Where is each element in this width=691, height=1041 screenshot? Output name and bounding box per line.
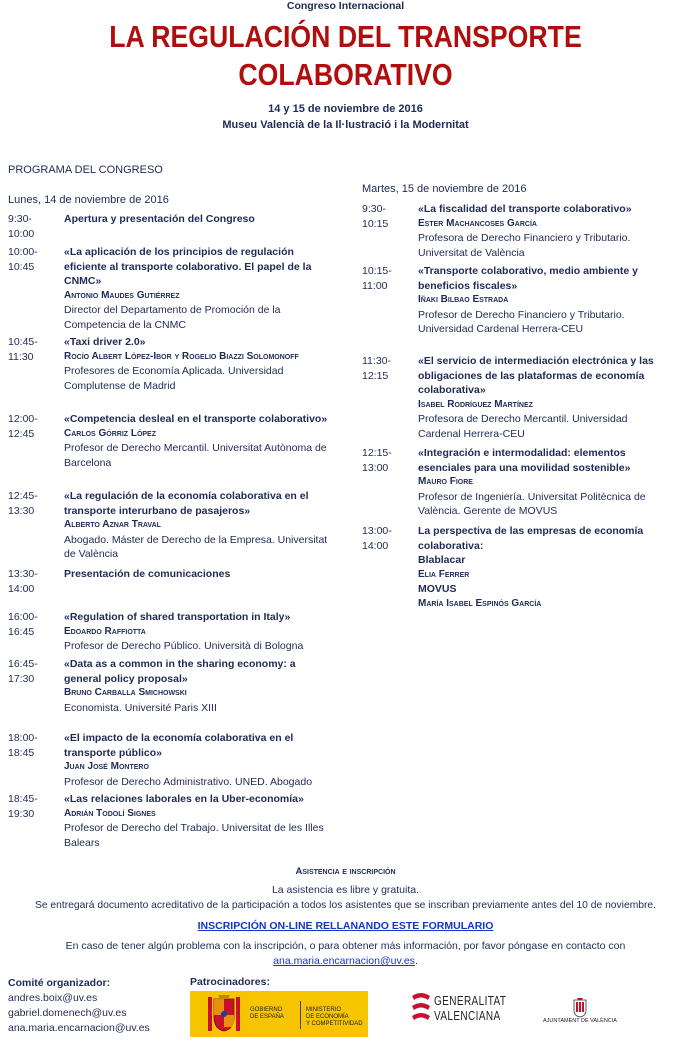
item-speaker: Alberto Aznar Traval — [64, 519, 161, 530]
generalitat-valenciana-logo — [410, 990, 510, 1028]
item-speaker: Antonio Maudes Gutiérrez — [64, 289, 180, 301]
congress-dates: 14 y 15 de noviembre de 2016 — [268, 103, 423, 115]
generalitat-mark-icon — [410, 990, 432, 1026]
title-line-1: LA REGULACIÓN DEL TRANSPORTE — [109, 19, 582, 54]
registration-link-wrap — [0, 920, 691, 932]
item-speaker: María Isabel Espinós García — [418, 597, 542, 609]
committee-email[interactable]: ana.maria.encarnacion@uv.es — [8, 1022, 150, 1034]
tuesday-title: Martes, 15 de noviembre de 2016 — [362, 183, 527, 195]
item-title: «Data as a common in the sharing economy: a general policy proposal» — [64, 658, 296, 685]
congress-venue: Museu Valencià de la Il·lustració i la Modernitat — [222, 119, 469, 131]
title-line-2: COLABORATIVO — [238, 57, 453, 92]
contact-email-wrap: ana.maria.encarnacion@uv.es. — [273, 955, 418, 967]
congress-title — [48, 18, 642, 94]
item-time: 11:30- 12:15 — [362, 355, 391, 382]
spain-shield-icon — [208, 995, 240, 1033]
item-title: «El servicio de intermediación electrónica y las obligaciones de las plataformas de economía colaborativa» — [418, 355, 654, 396]
registration-contact: En caso de tener algún problema con la inscripción, o para obtener más información, por favor póngase en contacto con — [65, 940, 626, 952]
item-time: 13:00- 14:00 — [362, 525, 392, 552]
company-name: Blablacar — [418, 554, 466, 566]
item-title: «Competencia desleal en el transporte colaborativo» — [64, 413, 328, 425]
item-speaker: Juan José Montero — [64, 761, 149, 772]
item-time: 18:45- 19:30 — [8, 793, 38, 820]
registration-free: La asistencia es libre y gratuita. — [271, 884, 420, 896]
item-speaker: Rocío Albert López-Ibor y Rogelio Biazzi Solomonoff — [64, 350, 299, 362]
item-title: «Integración e intermodalidad: elementos esenciales para una movilidad sostenible» — [418, 447, 631, 474]
item-time: 10:15- 11:00 — [362, 265, 392, 292]
item-title: La perspectiva de las empresas de economía colaborativa: — [418, 525, 644, 552]
item-time: 12:15- 13:00 — [362, 447, 392, 474]
item-time: 9:30- 10:00 — [8, 213, 35, 240]
program-title: PROGRAMA DEL CONGRESO — [8, 164, 163, 176]
monday-title: Lunes, 14 de noviembre de 2016 — [8, 194, 169, 206]
item-title: «La aplicación de los principios de regulación eficiente al transporte colaborativo. El papel de la CNMC» — [64, 246, 312, 287]
item-time: 9:30- 10:15 — [362, 203, 389, 230]
committee-email[interactable]: gabriel.domenech@uv.es — [8, 1007, 127, 1019]
item-speaker: Isabel Rodríguez Martínez — [418, 398, 533, 410]
item-description: Abogado. Máster de Derecho de la Empresa. Universitat de València — [64, 533, 328, 560]
sponsors-label: Patrocinadores: — [190, 976, 270, 988]
item-speaker: Mauro Fiore — [418, 476, 473, 487]
item-title: «Transporte colaborativo, medio ambiente y beneficios fiscales» — [418, 265, 638, 292]
item-description: Profesora de Derecho Mercantil. Universidad Cardenal Herrera-CEU — [418, 413, 628, 440]
item-description: Profesor de Derecho Financiero y Tributario. Universidad Cardenal Herrera-CEU — [418, 308, 625, 335]
item-description: Profesor de Derecho Público. Università di Bologna — [64, 640, 304, 652]
item-description: Profesores de Economía Aplicada. Universidad Complutense de Madrid — [64, 365, 284, 392]
ministerio-text: MINISTERIO DE ECONOMÍA Y COMPETITIVIDAD — [306, 1007, 363, 1027]
item-title: «La regulación de la economía colaborativa en el transporte interurbano de pasajeros» — [64, 490, 309, 517]
valencia-crest-icon — [571, 998, 589, 1018]
item-description: Profesor de Derecho Administrativo. UNED. Abogado — [64, 775, 313, 788]
gobierno-text: GOBIERNO DE ESPAÑA — [250, 1007, 284, 1020]
item-speaker: Elia Ferrer — [418, 568, 470, 580]
item-title: «Taxi driver 2.0» — [64, 336, 146, 348]
registration-heading: Asistencia e inscripción — [295, 866, 396, 877]
item-description: Profesor de Derecho del Trabajo. Universitat de les Illes Balears — [64, 822, 324, 849]
committee-label: Comité organizador: — [8, 977, 111, 989]
item-description: Profesor de Derecho Mercantil. Universitat Autònoma de Barcelona — [64, 442, 327, 469]
contact-email-link[interactable]: ana.maria.encarnacion@uv.es — [273, 955, 415, 967]
item-time: 16:45- 17:30 — [8, 658, 38, 685]
item-time: 13:30- 14:00 — [8, 568, 38, 595]
item-title: «La fiscalidad del transporte colaborativo» — [418, 203, 632, 215]
item-title: «El impacto de la economía colaborativa en el transporte público» — [64, 732, 294, 759]
ajuntament-valencia-logo — [540, 998, 620, 1030]
item-description: Economista. Université Paris XIII — [64, 701, 217, 714]
item-speaker: Iñaki Bilbao Estrada — [418, 294, 509, 305]
item-speaker: Adrián Todolí Signes — [64, 807, 156, 819]
ajuntament-text: AJUNTAMENT DE VALÈNCIA — [543, 1018, 617, 1024]
item-time: 12:00- 12:45 — [8, 413, 38, 440]
item-time: 10:45- 11:30 — [8, 336, 38, 363]
gva-line-1: GENERALITAT — [434, 994, 507, 1008]
item-description: Director del Departamento de Promoción de la Competencia de la CNMC — [64, 304, 281, 331]
logo-divider — [300, 1001, 301, 1029]
organizing-committee — [8, 976, 150, 1036]
registration-form-link[interactable]: INSCRIPCIÓN ON-LINE RELLANANDO ESTE FORMULARIO — [197, 920, 494, 932]
gva-line-2: VALENCIANA — [434, 1009, 501, 1023]
item-speaker: Carlos Górriz López — [64, 427, 156, 439]
item-time: 10:00- 10:45 — [8, 246, 38, 273]
item-speaker: Edoardo Raffiotta — [64, 625, 146, 637]
item-time: 18:00- 18:45 — [8, 732, 38, 759]
item-title: Apertura y presentación del Congreso — [64, 213, 255, 225]
item-title: «Las relaciones laborales en la Uber-economía» — [64, 793, 304, 805]
item-title: «Regulation of shared transportation in Italy» — [64, 611, 291, 623]
item-speaker: Bruno Carballa Smichowski — [64, 687, 187, 698]
item-time: 16:00- 16:45 — [8, 611, 38, 638]
item-speaker: Ester Machancoses García — [418, 217, 537, 229]
item-description: Profesora de Derecho Financiero y Tributario. Universitat de València — [418, 232, 631, 259]
company-name: MOVUS — [418, 583, 457, 595]
committee-email[interactable]: andres.boix@uv.es — [8, 992, 98, 1004]
item-time: 12:45- 13:30 — [8, 490, 38, 517]
item-title: Presentación de comunicaciones — [64, 568, 231, 580]
item-description: Profesor de Ingeniería. Universitat Politècnica de València. Gerente de MOVUS — [418, 490, 646, 517]
congress-subtitle: Congreso Internacional — [286, 0, 405, 12]
registration-certificate: Se entregará documento acreditativo de la participación a todos los asistentes que se inscriban previamente antes del 10 de noviembre. — [34, 900, 657, 911]
gobierno-espana-logo — [190, 991, 368, 1037]
